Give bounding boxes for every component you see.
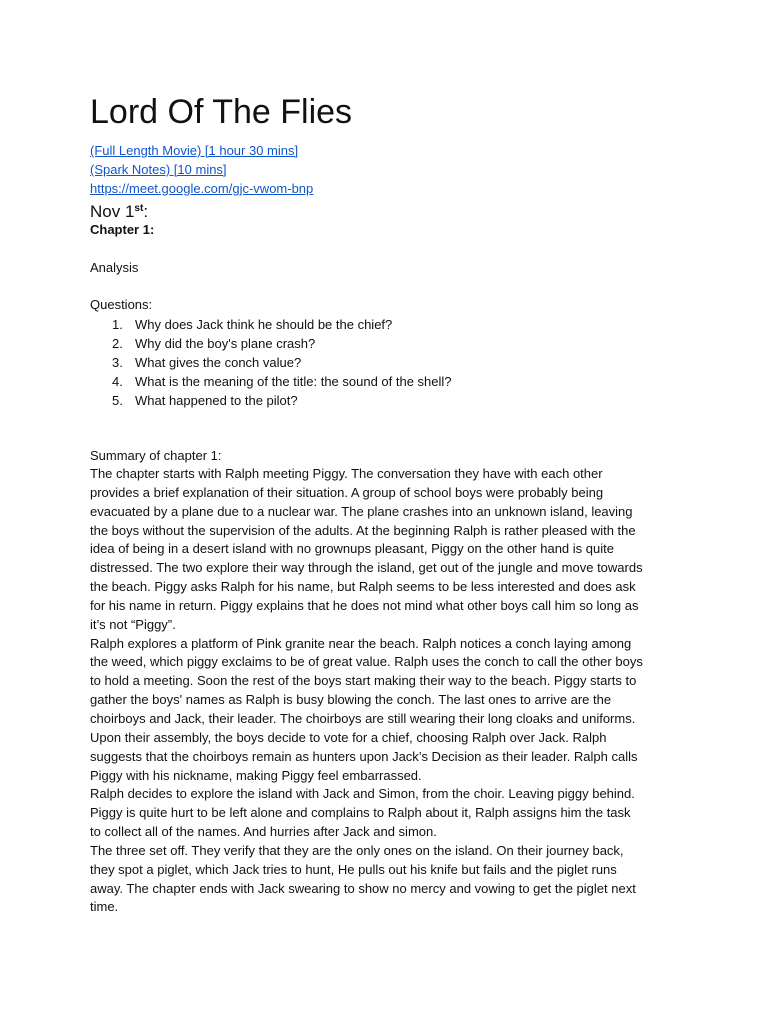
summary-line: away. The chapter ends with Jack swearing to show no mercy and vowing to get the piglet next [90,880,636,896]
questions-label: Questions: [90,297,153,312]
summary-line: provides a brief explanation of their situation. A group of school boys were probably being [90,484,604,500]
summary-line: they spot a piglet, which Jack tries to hunt, He pulls out his knife but fails and the piglet runs [90,861,617,877]
question-number: 2. [112,336,123,351]
summary-line: it’s not “Piggy”. [90,616,176,632]
summary-line: Piggy with his nickname, making Piggy feel embarrassed. [90,767,422,783]
summary-line: Ralph decides to explore the island with Jack and Simon, from the choir. Leaving piggy behind. [90,786,635,802]
google-meet-link[interactable]: https://meet.google.com/gjc-vwom-bnp [90,181,314,196]
question-item [90,334,452,353]
summary-line: idea of being in a desert island with no grownups pleasant, Piggy on the other hand is quite [90,541,614,557]
summary-line: Piggy is quite hurt to be left alone and complains to Ralph about it, Ralph assigns him the task [90,805,631,821]
summary-line: the weed, which piggy exclaims to be of great value. Ralph uses the conch to call the other boys [90,654,643,670]
summary-body [90,465,680,917]
question-text: What is the meaning of the title: the sound of the shell? [135,374,452,389]
question-item [90,353,452,372]
summary-label: Summary of chapter 1: [90,448,222,463]
question-number: 4. [112,374,123,389]
question-item [90,315,452,334]
full-movie-link[interactable]: (Full Length Movie) [1 hour 30 mins] [90,143,299,158]
summary-line: the beach. Piggy asks Ralph for his name, but Ralph seems to be less interested and does ask [90,579,636,595]
summary-line: gather the boys' names as Ralph is busy blowing the conch. The last ones to arrive are the [90,692,612,708]
summary-line: Upon their assembly, the boys decide to vote for a chief, choosing Ralph over Jack. Ralph [90,729,607,745]
question-text: Why does Jack think he should be the chief? [135,317,393,332]
summary-line: distressed. The two explore their way through the island, get out of the jungle and move towards [90,560,643,576]
summary-line: The chapter starts with Ralph meeting Piggy. The conversation they have with each other [90,466,603,481]
summary-line: The three set off. They verify that they are the only ones on the island. On their journey back, [90,842,624,858]
document-title: Lord Of The Flies [90,93,353,131]
summary-line: for his name in return. Piggy explains that he does not mind what other boys call him so long as [90,597,639,613]
question-number: 5. [112,393,123,408]
summary-line: choirboys and Jack, their leader. The choirboys are still wearing their long cloaks and uniforms. [90,710,636,726]
date-colon: : [143,202,149,221]
question-item [90,372,452,391]
summary-line: to hold a meeting. Soon the rest of the boys start making their way to the beach. Piggy starts to [90,673,637,689]
question-item [90,391,452,410]
date-suffix: st [134,203,144,214]
question-text: What gives the conch value? [135,355,302,370]
question-text: What happened to the pilot? [135,393,298,408]
summary-line: the boys without the supervision of the adults. At the beginning Ralph is rather pleased with the [90,522,636,538]
summary-line: time. [90,899,119,915]
question-number: 1. [112,317,123,332]
summary-line: evacuated by a plane due to a nuclear war. The plane crashes into an unknown island, leaving [90,503,633,519]
question-text: Why did the boy's plane crash? [135,336,316,351]
analysis-label: Analysis [90,260,139,275]
spark-notes-link[interactable]: (Spark Notes) [10 mins] [90,162,227,177]
summary-line: suggests that the choirboys remain as hunters upon Jack’s Decision as their leader. Ralph calls [90,748,638,764]
chapter-heading: Chapter 1: [90,222,155,237]
questions-list [90,315,452,410]
date-heading [90,198,148,223]
date-text: Nov 1 [90,202,135,221]
question-number: 3. [112,355,123,370]
summary-line: Ralph explores a platform of Pink granite near the beach. Ralph notices a conch laying among [90,635,632,651]
summary-line: to collect all of the names. And hurries after Jack and simon. [90,824,437,840]
